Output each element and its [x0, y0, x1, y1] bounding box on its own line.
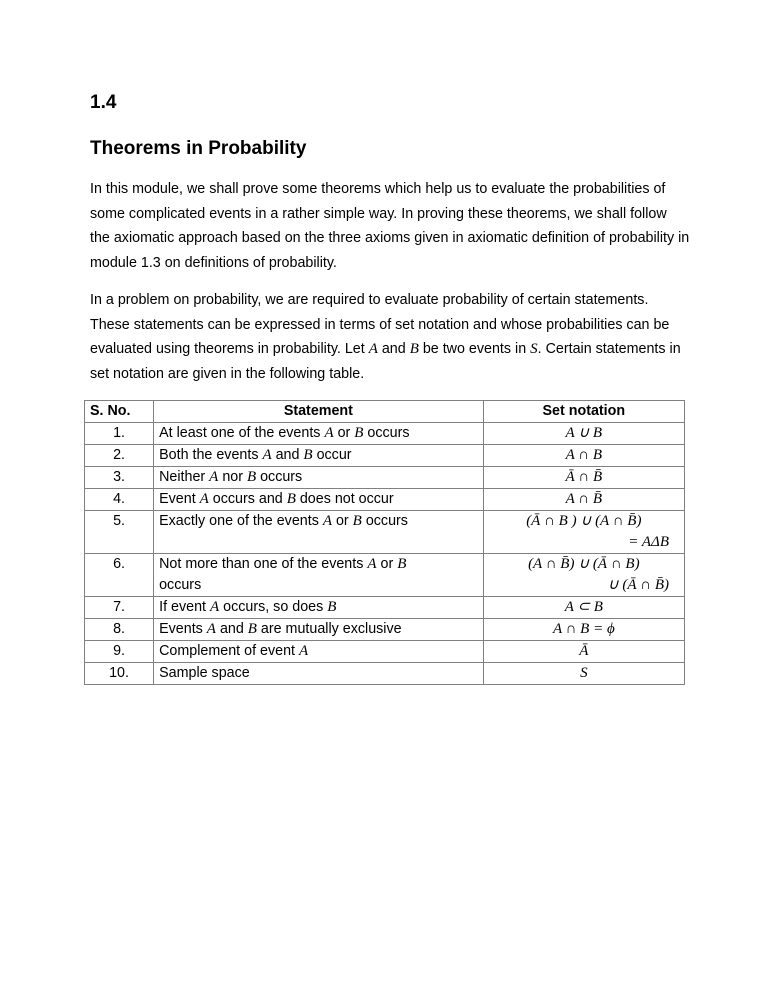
row-statement: Events A and B are mutually exclusive: [154, 619, 484, 641]
row-number: 1.: [85, 423, 154, 445]
header-statement: Statement: [154, 401, 484, 423]
row-statement: Complement of event A: [154, 641, 484, 663]
set-notation-table: [84, 400, 685, 685]
row-number: 7.: [85, 597, 154, 619]
row-statement: Both the events A and B occur: [154, 445, 484, 467]
row-number: 10.: [85, 663, 154, 685]
section-title: Theorems in Probability: [90, 138, 307, 159]
row-notation: Ā: [483, 641, 684, 663]
row-notation: S: [483, 663, 684, 685]
row-number: 9.: [85, 641, 154, 663]
header-set-notation: Set notation: [483, 401, 684, 423]
row-notation: A ∩ B = ϕ: [483, 619, 684, 641]
table-row: [85, 467, 685, 489]
row-notation: A ⊂ B: [483, 597, 684, 619]
row-number: 8.: [85, 619, 154, 641]
table-row: [85, 597, 685, 619]
p2-text-a: In a problem on probability, we are required to evaluate probability of certain statements. These statements can be expressed in terms of set notation and whose probabilities can be evaluated using theorems in probability. Let: [90, 292, 670, 357]
row-notation: (Ā ∩ B ) ∪ (A ∩ B̄) = AΔB: [483, 511, 684, 554]
table-header-row: [85, 401, 685, 423]
table-row: [85, 445, 685, 467]
row-statement: Not more than one of the events A or B occurs: [154, 554, 484, 597]
row-statement: Exactly one of the events A or B occurs: [154, 511, 484, 554]
row-number: 5.: [85, 511, 154, 554]
table-row: [85, 663, 685, 685]
row-notation: (A ∩ B̄) ∪ (Ā ∩ B) ∪ (Ā ∩ B̄): [483, 554, 684, 597]
table-row: [85, 423, 685, 445]
row-notation: A ∩ B̄: [483, 489, 684, 511]
p2-text-c: . Certain statements in set notation are given in the following table.: [90, 341, 681, 382]
row-statement: Sample space: [154, 663, 484, 685]
row-notation: A ∩ B: [483, 445, 684, 467]
row-number: 3.: [85, 467, 154, 489]
table-row: [85, 489, 685, 511]
row-statement: Event A occurs and B does not occur: [154, 489, 484, 511]
row-statement: At least one of the events A or B occurs: [154, 423, 484, 445]
row-number: 6.: [85, 554, 154, 597]
row-number: 2.: [85, 445, 154, 467]
table-row: [85, 511, 685, 554]
header-sno: S. No.: [85, 401, 154, 423]
row-statement: If event A occurs, so does B: [154, 597, 484, 619]
section-number: 1.4: [90, 92, 117, 113]
table-row: [85, 619, 685, 641]
intro-paragraph-2: [90, 288, 690, 386]
row-notation: Ā ∩ B̄: [483, 467, 684, 489]
table-row: [85, 641, 685, 663]
table-row: [85, 554, 685, 597]
row-notation: A ∪ B: [483, 423, 684, 445]
p2-text-b: be two events in: [418, 341, 531, 357]
row-statement: Neither A nor B occurs: [154, 467, 484, 489]
p2-text-and: and: [377, 341, 410, 357]
intro-paragraph-1: In this module, we shall prove some theorems which help us to evaluate the probabilities of some complicated events in a rather simple way. In proving these theorems, we shall follow the axiomatic approach based on the three axioms given in axiomatic definition of probability in module 1.3 on definitions of probability.: [90, 181, 690, 271]
p2-var-a: A: [368, 341, 378, 357]
p2-var-s: S: [530, 341, 538, 357]
row-number: 4.: [85, 489, 154, 511]
p2-var-b: B: [409, 341, 419, 357]
